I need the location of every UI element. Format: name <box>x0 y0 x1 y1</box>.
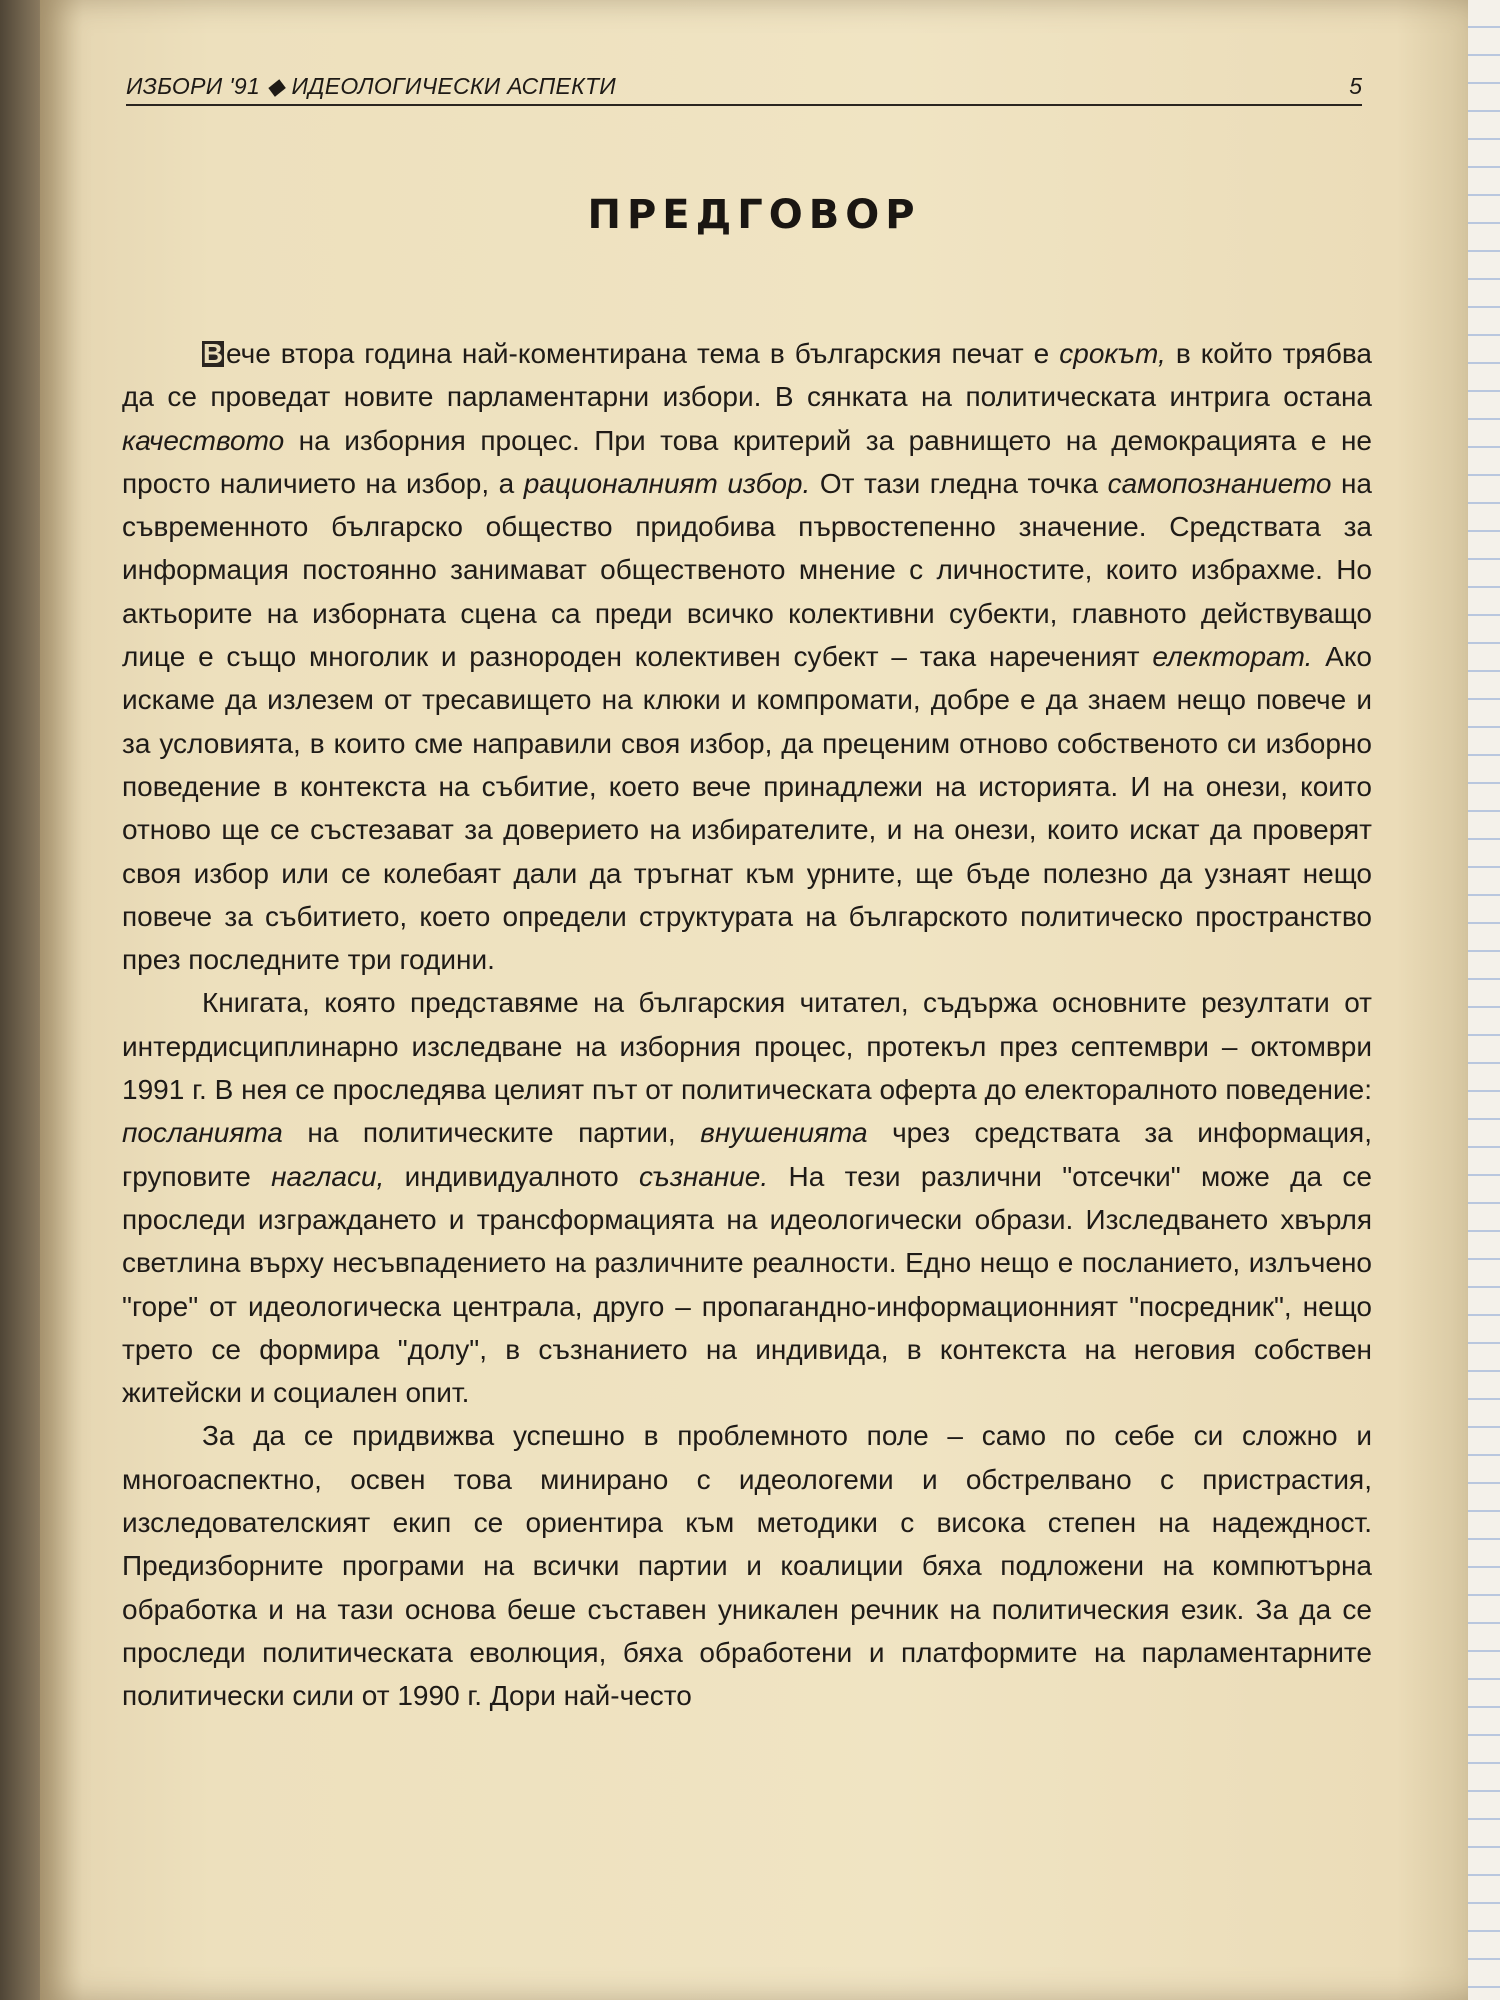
page-number: 5 <box>1349 73 1362 99</box>
emphasis-text: рационалният избор. <box>523 467 811 499</box>
text-run: Книгата, която представяме на българския читател, съдържа основните резултати от интердисциплинарно изследване на изборния процес, протекъл през септември – октомври 1991 г. В нея се проследява целият път от политическата оферта до електоралното поведение: <box>122 987 1372 1106</box>
running-title: ИЗБОРИ '91 ◆ ИДЕОЛОГИЧЕСКИ АСПЕКТИ <box>126 73 617 99</box>
emphasis-text: съзнание. <box>639 1160 769 1192</box>
emphasis-text: посланията <box>122 1117 283 1149</box>
text-run: на съвременното българско общество придобива първостепенно значение. Средствата за информация постоянно занимават общественото мнение с личностите, които избрахме. Но актьорите на изборната сцена са преди всичко колективни субекти, главното действуващо лице е също многолик и разнороден колективен субект – така нареченият <box>122 467 1372 673</box>
running-header <box>126 70 1362 106</box>
text-run: чрез средствата за информация, груповите <box>122 1117 1372 1192</box>
text-run: На тези различни "отсечки" може да се проследи изграждането и трансформацията на идеологически образи. Изследването хвърля светлина върху несъвпадението на различните реалности. Едно нещо е посланието, излъчено "горе" от идеологическа централа, друго – пропагандно-информационният "посредник", нещо трето се формира "долу", в съзнанието на индивида, в контекста на неговия собствен житейски и социален опит. <box>122 1160 1372 1409</box>
text-run: на изборния процес. При това критерий за равнището на демокрацията е не просто наличието на избор, а <box>122 424 1372 499</box>
text-run: в който трябва да се проведат новите парламентарни избори. В сянката на политическата интрига остана <box>122 338 1372 413</box>
text-run: Ако искаме да излезем от тресавището на клюки и компромати, добре е да знаем нещо повече и за условията, в които сме направили своя избор, да преценим отново собственото си изборно поведение в контекста на събитие, което вече принадлежи на историята. И на онези, които отново ще се състезават за доверието на избирателите, и на онези, които искат да проверят своя избор или се колебаят дали да тръгнат към урните, ще бъде полезно да узнаят нещо повече за събитието, което определи структурата на българското политическо пространство през последните три години. <box>122 641 1372 976</box>
emphasis-text: самопознанието <box>1107 467 1332 499</box>
chapter-title: ПРЕДГОВОР <box>587 192 921 238</box>
emphasis-text: електорат. <box>1152 641 1313 673</box>
emphasis-text: внушенията <box>700 1117 868 1149</box>
text-run: ече втора година най-коментирана тема в българския печат е <box>226 338 1060 369</box>
text-run: От тази гледна точка <box>810 467 1108 499</box>
notebook-paper-edge <box>1468 0 1500 2000</box>
paragraph <box>122 981 1372 1414</box>
emphasis-text: нагласи, <box>271 1160 385 1192</box>
paragraph <box>122 1414 1372 1717</box>
emphasis-text: качеството <box>122 424 285 456</box>
text-run: индивидуалното <box>384 1160 640 1192</box>
text-run: на политическите партии, <box>282 1117 701 1149</box>
book-page <box>40 0 1468 2000</box>
paragraph <box>122 332 1372 981</box>
book-spine-shadow <box>0 0 40 2000</box>
body-text <box>122 332 1372 1718</box>
drop-cap: В <box>202 338 224 369</box>
emphasis-text: срокът, <box>1059 338 1166 369</box>
text-run: За да се придвижва успешно в проблемното поле – само по себе си сложно и многоаспектно, освен това минирано с идеологеми и обстрелвано с пристрастия, изследователският екип се ориентира към методики с висока степен на надеждност. Предизборните програми на всички партии и коалиции бяха подложени на компютърна обработка и на тази основа беше съставен уникален речник на политическия език. За да се проследи политическата еволюция, бяха обработени и платформите на парламентарните политически сили от 1990 г. Дори най-често <box>122 1420 1372 1712</box>
